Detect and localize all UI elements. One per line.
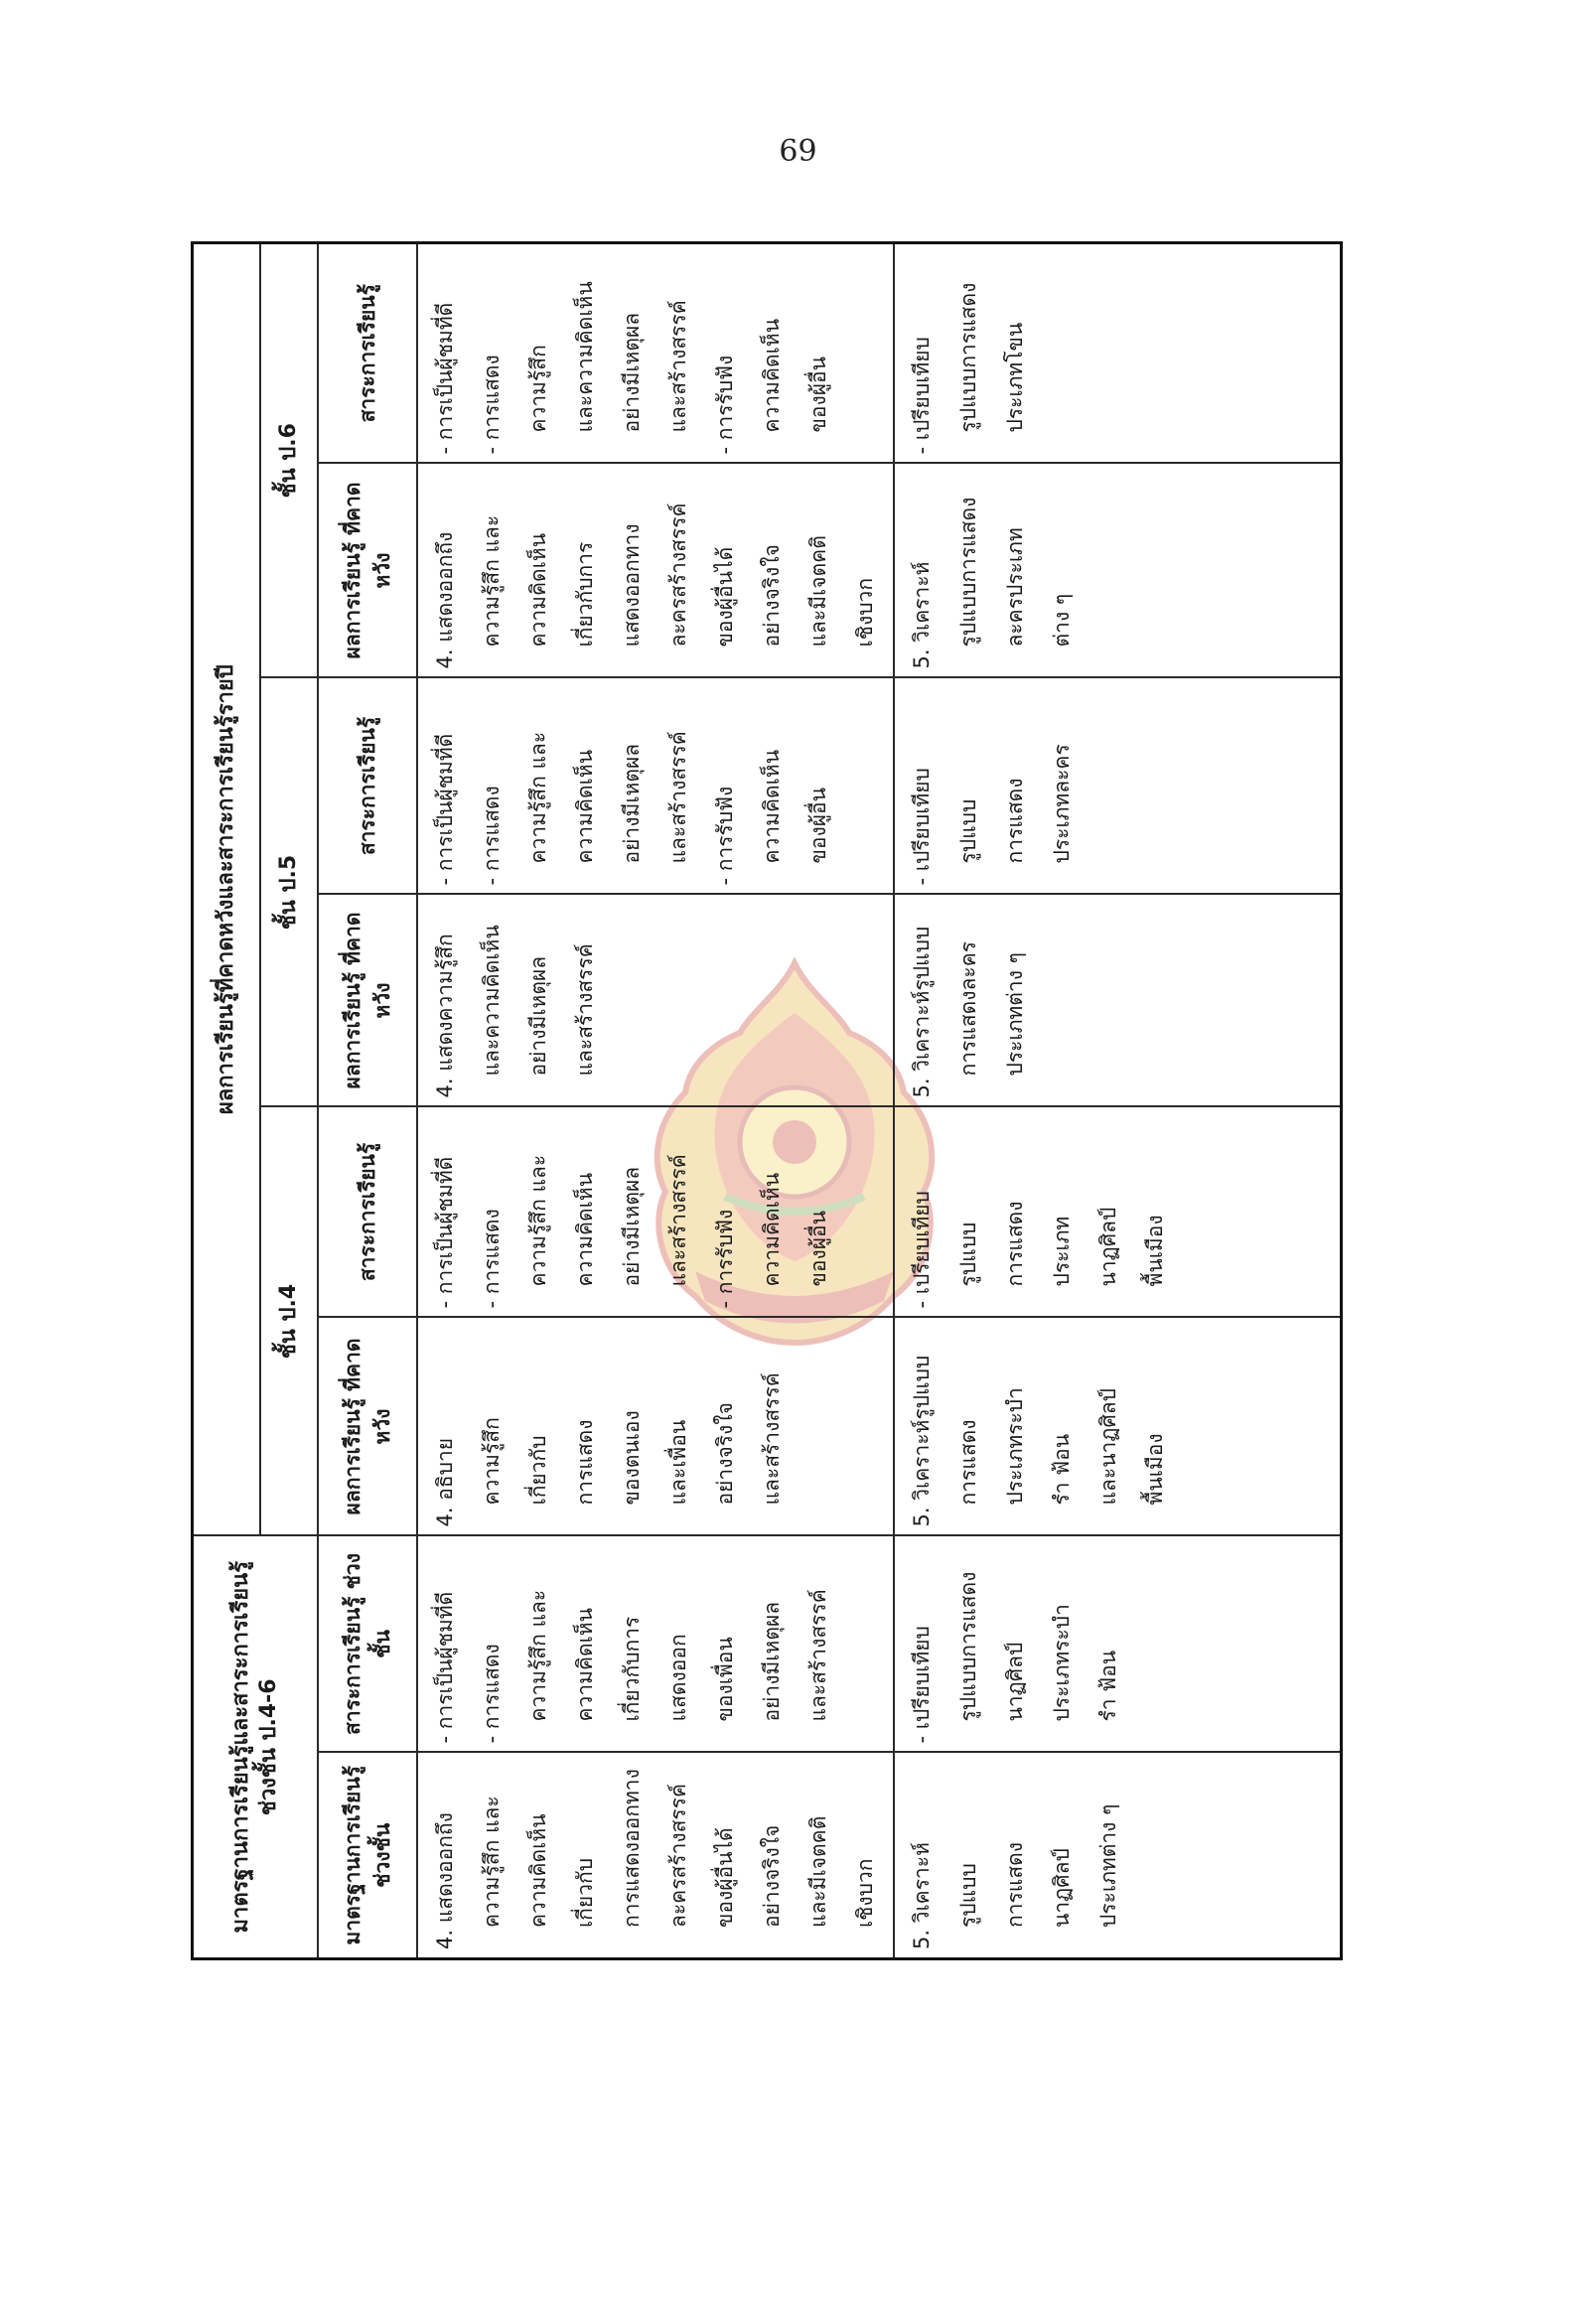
cell-line: - การแสดง xyxy=(480,1209,504,1309)
col-header-p6-expected: ผลการเรียนรู้ ที่คาดหวัง xyxy=(318,463,417,677)
cell-line: รูปแบบ xyxy=(956,1863,980,1928)
col-header-p4-expected: ผลการเรียนรู้ ที่คาดหวัง xyxy=(318,1317,417,1535)
cell-line: - การเป็นผู้ชมที่ดี xyxy=(433,733,457,886)
cell-line: และความคิดเห็น xyxy=(573,281,597,433)
header-annual-group: ผลการเรียนรู้ที่คาดหวังและสาระการเรียนรู้รายปี xyxy=(193,242,261,1535)
cell-line: ละครสร้างสรรค์ xyxy=(666,503,690,648)
cell-line: ความรู้สึก และ xyxy=(480,514,504,648)
cell-line: 5. วิเคราะห์รูปแบบ xyxy=(910,1355,934,1527)
cell-line: และมีเจตคติ xyxy=(806,1815,830,1928)
cell-line: นาฏศิลป์ xyxy=(1003,1642,1027,1722)
col-header-standard: มาตรฐานการเรียนรู้ ช่วงชั้น xyxy=(318,1753,417,1959)
cell-line: - การเป็นผู้ชมที่ดี xyxy=(433,1591,457,1744)
cell-line: รูปแบบการแสดง xyxy=(956,282,980,433)
cell-line: นาฏศิลป์ xyxy=(1050,1848,1074,1928)
cell-line: ความรู้สึก xyxy=(526,345,550,433)
cell-standard-content xyxy=(894,1535,1342,1752)
cell-line: - การเป็นผู้ชมที่ดี xyxy=(433,302,457,455)
cell-line: เชิงบวก xyxy=(853,577,877,648)
header-grade-p4: ชั้น ป.4 xyxy=(260,1106,318,1535)
cell-line: ความรู้สึก และ xyxy=(480,1796,504,1928)
cell-line: พื้นเมือง xyxy=(1143,1433,1167,1506)
cell-line: และสร้างสรรค์ xyxy=(760,1372,784,1506)
cell-p4-expected xyxy=(417,1317,894,1535)
cell-line: ประเภทระบำ xyxy=(1003,1387,1027,1506)
cell-line: อย่างจริงใจ xyxy=(760,544,784,648)
cell-line: ต่าง ๆ xyxy=(1050,593,1074,648)
cell-p4-content xyxy=(894,1106,1342,1317)
cell-line: - เปรียบเทียบ xyxy=(910,768,934,886)
cell-line: - เปรียบเทียบ xyxy=(910,337,934,455)
cell-line: ความคิดเห็น xyxy=(760,1172,784,1287)
col-header-p6-content: สาระการเรียนรู้ xyxy=(318,242,417,463)
cell-line: การแสดงละคร xyxy=(956,940,980,1077)
cell-line: - การเป็นผู้ชมที่ดี xyxy=(433,1156,457,1309)
col-header-p4-content: สาระการเรียนรู้ xyxy=(318,1106,417,1317)
cell-line: ความรู้สึก และ xyxy=(526,1154,550,1287)
cell-line: ประเภทต่าง ๆ xyxy=(1096,1803,1120,1928)
cell-line: รูปแบบ xyxy=(956,798,980,864)
cell-line: รูปแบบการแสดง xyxy=(956,497,980,648)
cell-line: 4. อธิบาย xyxy=(433,1437,457,1527)
cell-line: รำ ฟ้อน xyxy=(1096,1650,1120,1722)
table-row xyxy=(894,242,1342,1958)
cell-line: รำ ฟ้อน xyxy=(1050,1433,1074,1506)
cell-line: การแสดง xyxy=(1003,1841,1027,1928)
table-row xyxy=(417,242,894,1958)
cell-p5-content xyxy=(894,677,1342,894)
cell-line: และสร้างสรรค์ xyxy=(806,1589,830,1722)
cell-line: รูปแบบการแสดง xyxy=(956,1571,980,1722)
curriculum-table xyxy=(191,241,1343,1960)
cell-line: แสดงออกทาง xyxy=(620,523,644,648)
cell-line: อย่างมีเหตุผล xyxy=(620,312,644,433)
cell-line: 4. แสดงออกถึง xyxy=(433,1812,457,1949)
cell-line: ความรู้สึก xyxy=(480,1417,504,1506)
cell-line: - การรับฟัง xyxy=(713,1209,737,1309)
cell-line: อย่างมีเหตุผล xyxy=(620,1166,644,1287)
cell-p5-expected xyxy=(894,894,1342,1106)
cell-line: ประเภท xyxy=(1050,1216,1074,1287)
cell-line: และนาฏศิลป์ xyxy=(1096,1388,1120,1506)
page-number: 69 xyxy=(779,134,817,169)
cell-line: และสร้างสรรค์ xyxy=(666,1154,690,1287)
cell-line: แสดงออก xyxy=(666,1634,690,1722)
cell-p6-content xyxy=(894,242,1342,463)
cell-line: เกี่ยวกับการ xyxy=(620,1616,644,1722)
cell-line: และเพื่อน xyxy=(666,1419,690,1506)
cell-line: อย่างมีเหตุผล xyxy=(760,1601,784,1722)
cell-line: - เปรียบเทียบ xyxy=(910,1626,934,1744)
cell-line: ความคิดเห็น xyxy=(573,1607,597,1722)
col-header-p5-expected: ผลการเรียนรู้ ที่คาดหวัง xyxy=(318,894,417,1106)
cell-line: ประเภทระบำ xyxy=(1050,1604,1074,1722)
cell-line: - การแสดง xyxy=(480,1644,504,1744)
cell-line: ความคิดเห็น xyxy=(760,318,784,433)
cell-standard xyxy=(894,1753,1342,1959)
cell-line: - การรับฟัง xyxy=(713,786,737,886)
cell-line: ความคิดเห็น xyxy=(573,1172,597,1287)
cell-line: ละครประเภท xyxy=(1003,527,1027,648)
cell-line: ของตนเอง xyxy=(620,1410,644,1506)
cell-line: พื้นเมือง xyxy=(1143,1215,1167,1287)
cell-line: และสร้างสรรค์ xyxy=(666,731,690,864)
cell-line: การแสดงออกทาง xyxy=(620,1769,644,1928)
cell-line: และสร้างสรรค์ xyxy=(666,300,690,433)
col-header-standard-content: สาระการเรียนรู้ ช่วงชั้น xyxy=(318,1535,417,1752)
cell-line: เกี่ยวกับ xyxy=(526,1435,550,1506)
cell-line: การแสดง xyxy=(1003,778,1027,864)
cell-line: ของผู้อื่นได้ xyxy=(713,1827,737,1928)
cell-line: ประเภทละคร xyxy=(1050,744,1074,864)
cell-line: ความคิดเห็น xyxy=(573,749,597,864)
cell-line: การแสดง xyxy=(573,1419,597,1506)
cell-p5-expected xyxy=(417,894,894,1106)
cell-line: - การแสดง xyxy=(480,786,504,886)
cell-line: อย่างมีเหตุผล xyxy=(526,955,550,1077)
cell-line: 5. วิเคราะห์ xyxy=(910,1842,934,1949)
cell-line: การแสดง xyxy=(1003,1201,1027,1287)
cell-standard-content xyxy=(417,1535,894,1752)
header-grade-p5: ชั้น ป.5 xyxy=(260,677,318,1106)
cell-line: ของผู้อื่น xyxy=(806,787,830,864)
cell-line: 4. แสดงความรู้สึก xyxy=(433,934,457,1098)
cell-line: - การแสดง xyxy=(480,355,504,455)
cell-line: ของเพื่อน xyxy=(713,1637,737,1722)
cell-line: - การรับฟัง xyxy=(713,355,737,455)
cell-line: ความรู้สึก และ xyxy=(526,731,550,864)
cell-line: 5. วิเคราะห์ xyxy=(910,561,934,669)
cell-line: อย่างจริงใจ xyxy=(713,1402,737,1506)
header-standard-group: มาตรฐานการเรียนรู้และสาระการเรียนรู้ ช่วงชั้น ป.4-6 xyxy=(193,1535,319,1958)
cell-line: และมีเจตคติ xyxy=(806,535,830,648)
cell-line: เกี่ยวกับ xyxy=(573,1857,597,1928)
cell-standard xyxy=(417,1753,894,1959)
cell-line: ประเภทต่าง ๆ xyxy=(1003,952,1027,1077)
cell-p6-expected xyxy=(894,463,1342,677)
cell-p4-expected xyxy=(894,1317,1342,1535)
cell-line: ความรู้สึก และ xyxy=(526,1589,550,1722)
col-header-p5-content: สาระการเรียนรู้ xyxy=(318,677,417,894)
cell-line: - เปรียบเทียบ xyxy=(910,1191,934,1309)
cell-line: การแสดง xyxy=(956,1419,980,1506)
cell-line: ประเภทโขน xyxy=(1003,322,1027,433)
cell-line: ละครสร้างสรรค์ xyxy=(666,1783,690,1928)
cell-p6-content xyxy=(417,242,894,463)
cell-line: เชิงบวก xyxy=(853,1858,877,1928)
cell-line: ของผู้อื่น xyxy=(806,356,830,433)
cell-line: ความคิดเห็น xyxy=(526,532,550,648)
cell-p6-expected xyxy=(417,463,894,677)
cell-p5-content xyxy=(417,677,894,894)
cell-line: เกี่ยวกับการ xyxy=(573,541,597,648)
cell-line: รูปแบบ xyxy=(956,1222,980,1287)
cell-line: อย่างจริงใจ xyxy=(760,1824,784,1928)
cell-line: และสร้างสรรค์ xyxy=(573,943,597,1077)
rotated-table-container xyxy=(191,244,1327,1960)
cell-line: ของผู้อื่นได้ xyxy=(713,546,737,648)
cell-line: และความคิดเห็น xyxy=(480,925,504,1077)
cell-line: ความคิดเห็น xyxy=(526,1813,550,1928)
cell-p4-content xyxy=(417,1106,894,1317)
cell-line: ความคิดเห็น xyxy=(760,749,784,864)
cell-line: 5. วิเคราะห์รูปแบบ xyxy=(910,926,934,1098)
cell-line: ของผู้อื่น xyxy=(806,1210,830,1287)
cell-line: นาฏศิลป์ xyxy=(1096,1207,1120,1287)
header-grade-p6: ชั้น ป.6 xyxy=(260,242,318,677)
cell-line: 4. แสดงออกถึง xyxy=(433,531,457,669)
cell-line: อย่างมีเหตุผล xyxy=(620,743,644,864)
